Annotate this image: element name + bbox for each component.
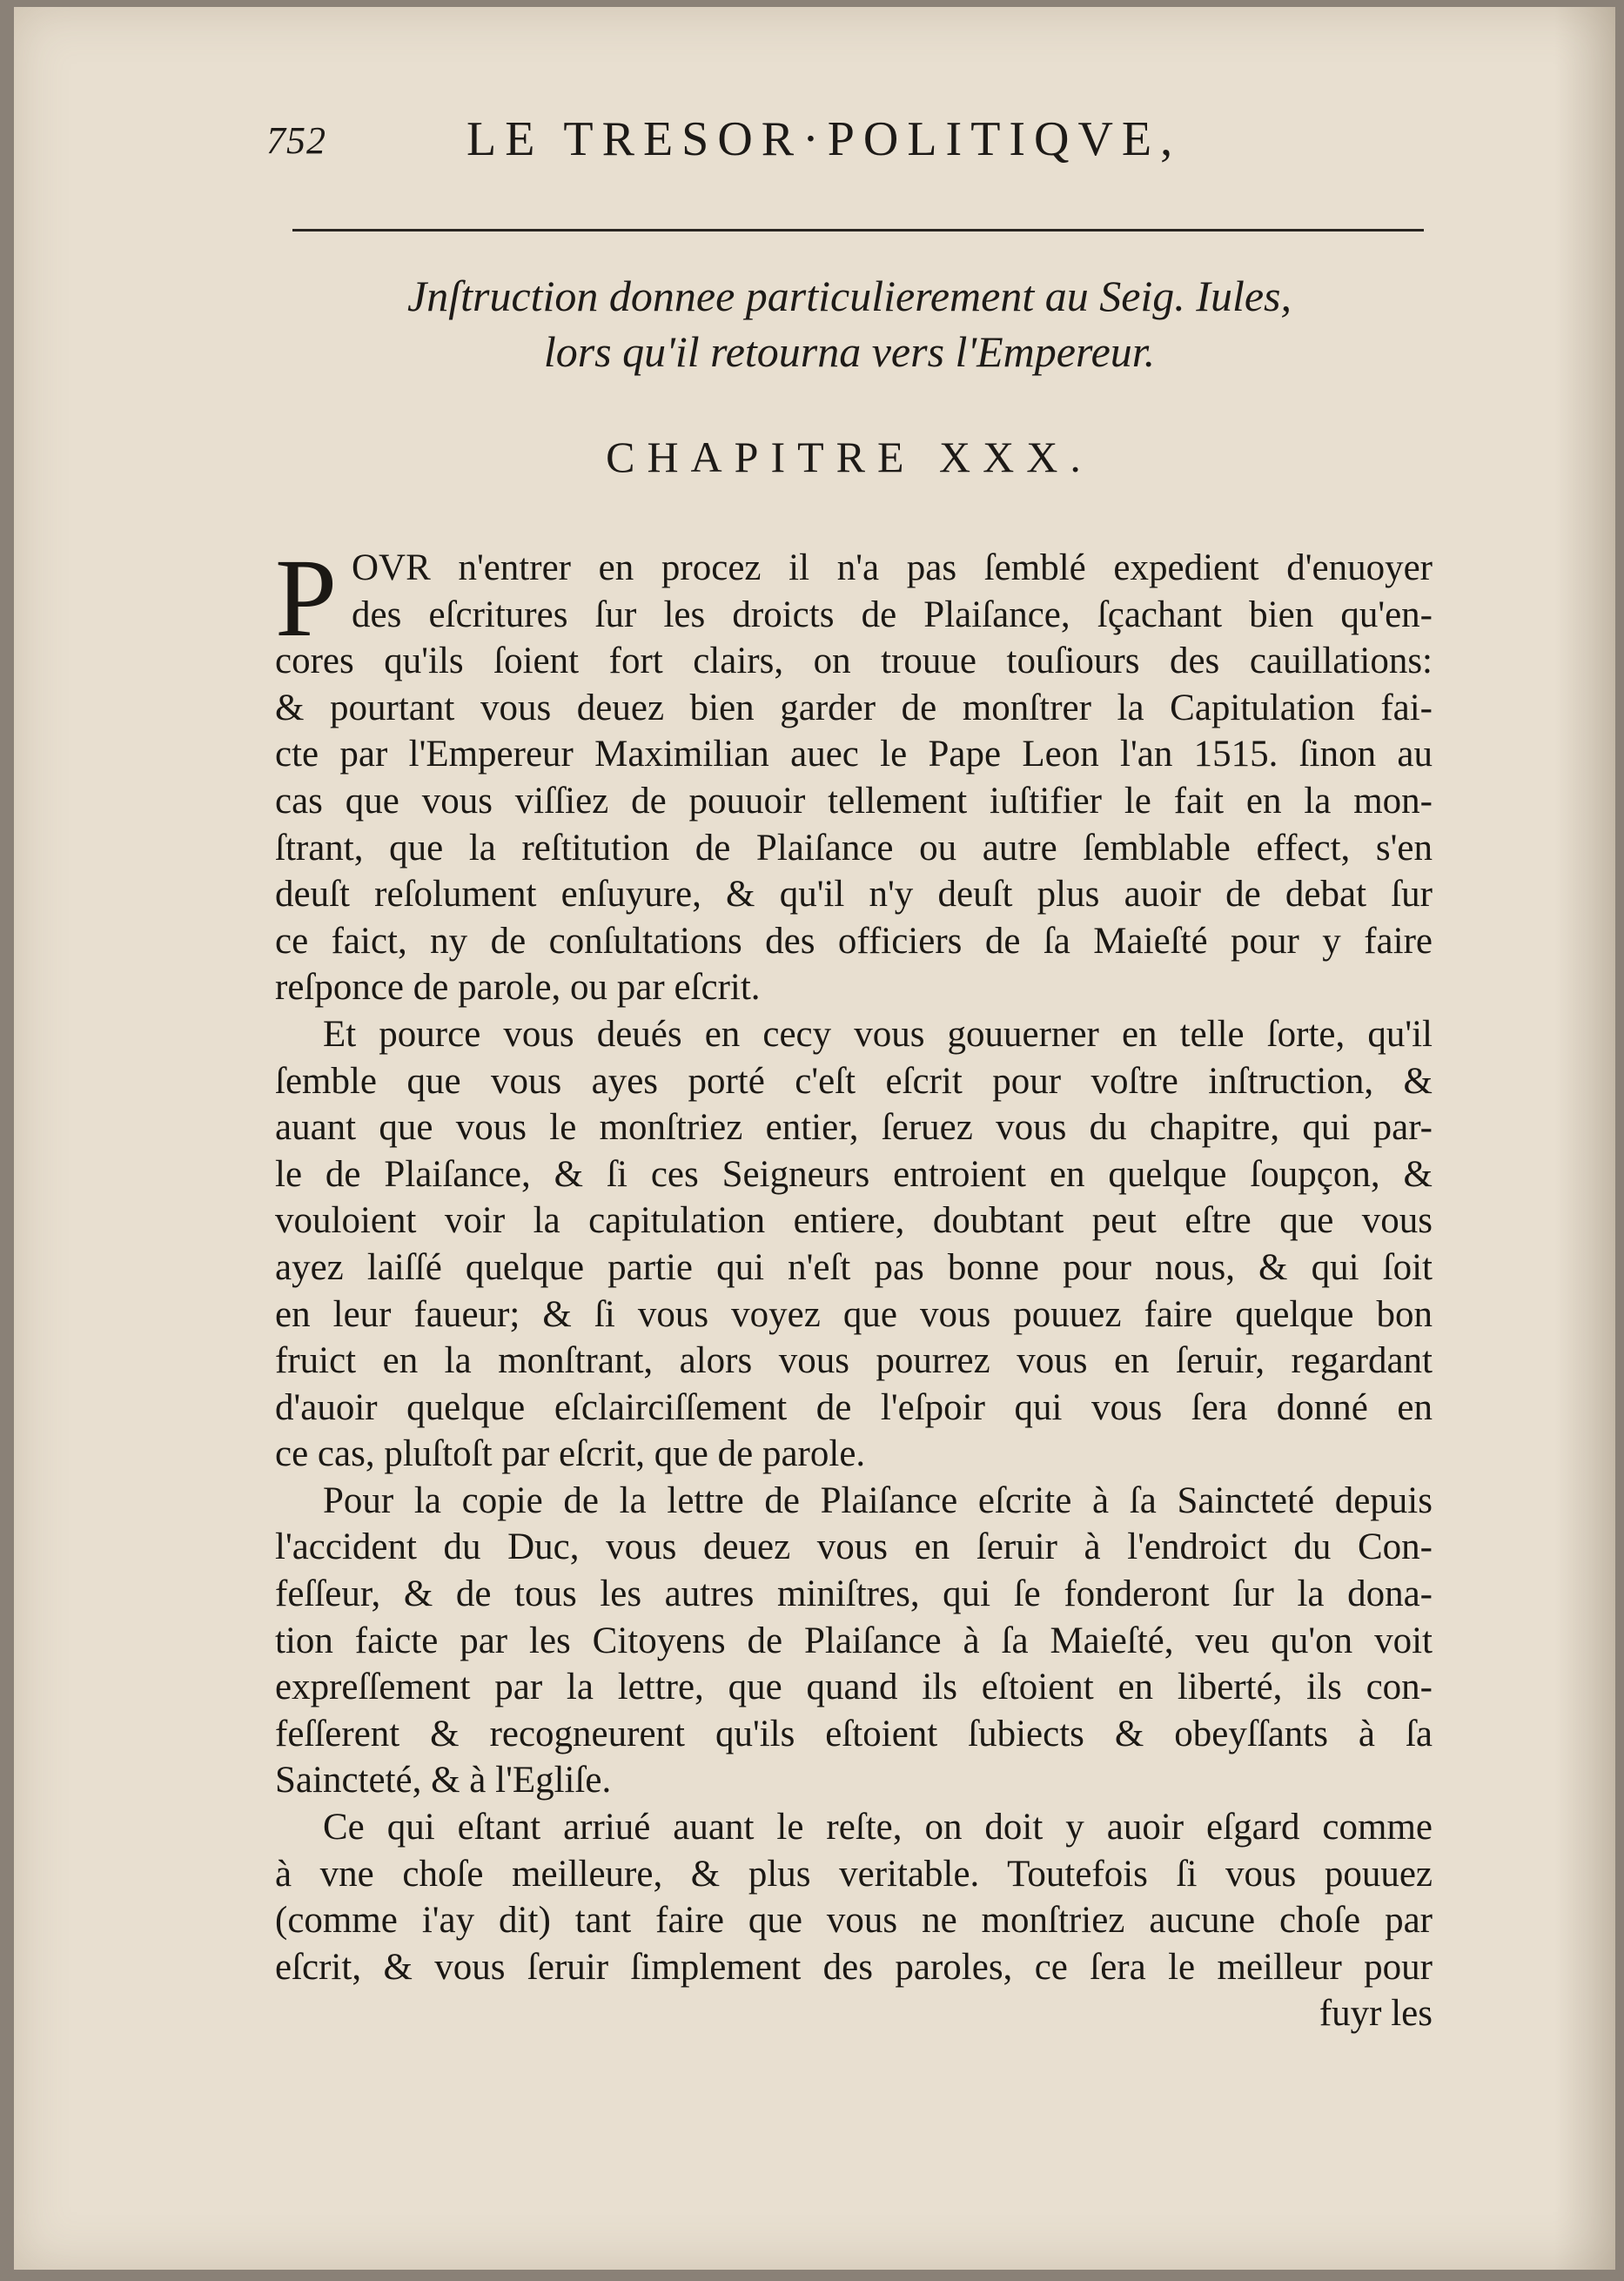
text-line: ſemble que vous ayes porté c'eſt eſcrit pour voſtre inſtruction, &	[275, 1060, 1433, 1102]
running-title: LE TRESOR·POLITIQVE,	[466, 112, 1182, 166]
text-line: expreſſement par la lettre, que quand ils eſtoient en liberté, ils con-	[275, 1667, 1433, 1708]
text-line: en leur faueur; & ſi vous voyez que vous pouuez faire quelque bon	[275, 1293, 1433, 1335]
page-number: 752	[266, 119, 326, 162]
text-line: ce faict, ny de conſultations des officiers de ſa Maieſté pour y faire	[275, 920, 1433, 962]
text-line: cte par l'Empereur Maximilian auec le Pape Leon l'an 1515. ſinon au	[275, 734, 1433, 775]
text-line: ſtrant, que la reſtitution de Plaiſance ou autre ſemblable effect, s'en	[275, 827, 1433, 869]
text-line: Pour la copie de la lettre de Plaiſance eſcrite à ſa Sainctеté depuis	[323, 1479, 1433, 1521]
text-line: reſponce de parole, ou par eſcrit.	[275, 967, 761, 1009]
text-line: deuſt reſolument enſuyure, & qu'il n'y deuſt plus auoir de debat ſur	[275, 874, 1433, 916]
subtitle-line: Jnſtruction donnee particulierement au Seig. Iules,	[407, 272, 1292, 320]
page-header	[266, 111, 1424, 172]
text-line: tion faicte par les Citoyens de Plaiſance à ſa Maieſté, veu qu'on voit	[275, 1620, 1433, 1661]
text-line: Sainctеté, & à l'Egliſe.	[275, 1760, 612, 1801]
text-line: feſſerent & recogneurent qu'ils eſtoient ſubiects & obeyſſants à ſa	[275, 1713, 1433, 1754]
text-line: ayez laiſſé quelque partie qui n'eſt pas bonne pour nous, & qui ſoit	[275, 1246, 1433, 1288]
text-line: Et pource vous deués en cecy vous gouuerner en telle ſorte, qu'il	[323, 1013, 1433, 1055]
text-line: à vne choſe meilleure, & plus veritable. Toutefois ſi vous pouuez	[275, 1853, 1433, 1895]
chapter-heading: CHAPITRE XXX.	[606, 433, 1093, 481]
text-line: auant que vous le monſtriez entier, ſeruez vous du chapitre, qui par-	[275, 1107, 1433, 1149]
text-line: l'accident du Duc, vous deuez vous en ſeruir à l'endroict du Con-	[275, 1526, 1433, 1568]
text-line: des eſcritures ſur les droicts de Plaiſance, ſçachant bien qu'en-	[352, 594, 1433, 635]
text-line: (comme i'ay dit) tant faire que vous ne monſtriez aucune choſe par	[275, 1900, 1433, 1942]
text-line: d'auoir quelque eſclairciſſement de l'eſpoir qui vous ſera donné en	[275, 1386, 1433, 1428]
catchword: fuyr les	[1319, 1993, 1433, 2035]
header-rule	[292, 229, 1424, 231]
text-line: eſcrit, & vous ſeruir ſimplement des paroles, ce ſera le meilleur pour	[275, 1946, 1433, 1988]
drop-capital: P	[275, 536, 338, 660]
text-line: fruict en la monſtrant, alors vous pourrez vous en ſeruir, regardant	[275, 1340, 1433, 1382]
text-line: & pourtant vous deuez bien garder de monſtrer la Capitulation fai-	[275, 687, 1433, 728]
text-line: vouloient voir la capitulation entiere, doubtant peut eſtre que vous	[275, 1200, 1433, 1242]
text-line: le de Plaiſance, & ſi ces Seigneurs entroient en quelque ſoupçon, &	[275, 1153, 1433, 1195]
book-page	[14, 7, 1615, 2270]
text-line: cores qu'ils ſoient fort clairs, on trouue touſiours des cauillations:	[275, 641, 1433, 682]
text-line: Ce qui eſtant arriué auant le reſte, on doit y auoir eſgard comme	[323, 1807, 1433, 1848]
text-line: cas que vous viſſiez de pouuoir tellement iuſtifier le fait en la mon-	[275, 780, 1433, 822]
text-line: feſſeur, & de tous les autres miniſtres, qui ſe fonderont ſur la dona-	[275, 1573, 1433, 1615]
body-text	[275, 536, 1433, 2037]
text-line: OVR n'entrer en procez il n'a pas ſemblé expedient d'enuoyer	[352, 547, 1433, 588]
subtitle-line: lors qu'il retourna vers l'Empereur.	[543, 327, 1156, 376]
text-line: ce cas, pluſtoſt par eſcrit, que de parole.	[275, 1433, 866, 1475]
section-subtitle	[275, 268, 1424, 379]
